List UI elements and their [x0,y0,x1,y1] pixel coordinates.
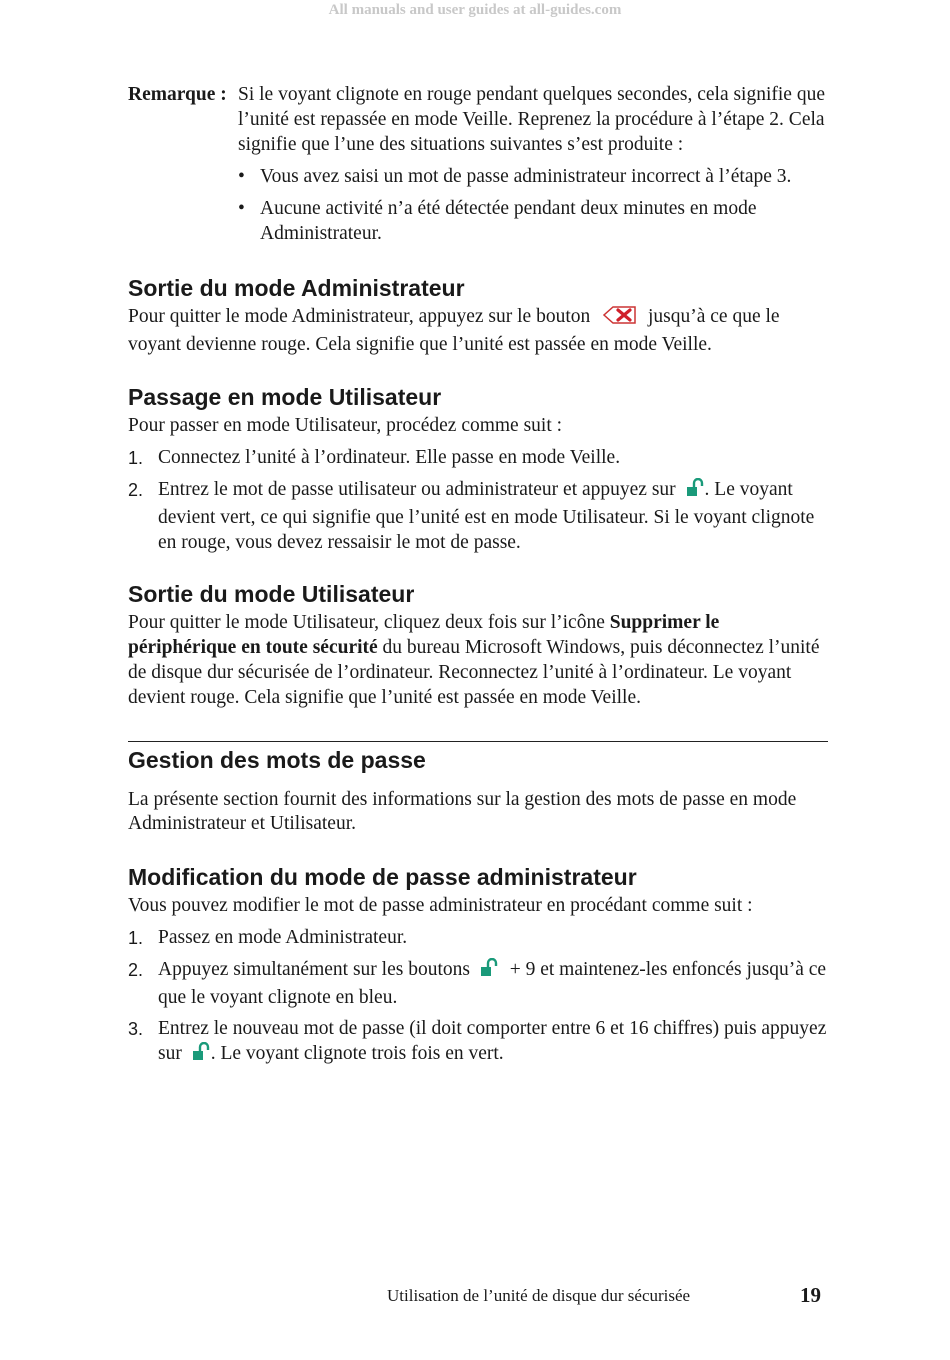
section-intro-change-admin: Vous pouvez modifier le mot de passe administrateur en procédant comme suit : [128,895,753,917]
step-number: 3. [128,1019,144,1040]
section-text-passwords: La présente section fournit des informations sur la gestion des mots de passe en mode Administrateur et Utilisateur. [128,788,797,835]
steps-change-admin [128,926,828,1070]
page-number: 19 [800,1283,821,1307]
cancel-key-icon [603,305,637,333]
section-title-exit-user: Sortie du mode Utilisateur [128,581,415,608]
note-bullets [238,165,828,246]
step-number: 2. [128,479,144,500]
note-label: Remarque : [128,84,227,105]
note-bullet: • Vous avez saisi un mot de passe administrateur incorrect à l’étape 3. [238,165,828,190]
steps-user-mode [128,446,828,555]
section-text-exit-user [128,611,828,710]
text-segment: du bureau Microsoft Windows, puis déconnectez l’unité de disque dur sécurisée de l’ordinateur. Reconnectez l’unité à l’ordinateur. Le voyant devient rouge. Cela signifie que l’unité est passée en mode Veille. [128,637,820,708]
text-segment: Pour quitter le mode Utilisateur, cliquez deux fois sur l’icône [128,612,605,634]
step-text: . Le voyant devient vert, ce qui signifie que l’unité est en mode Utilisateur. Si le voyant clignote en rouge, vous devez ressaisir le mot de passe. [158,478,815,553]
step-text: Entrez le nouveau mot de passe (il doit comporter entre 6 et 16 chiffres) puis appuyez sur [158,1018,827,1065]
step-number: 2. [128,959,144,980]
section-title-change-admin: Modification du mode de passe administrateur [128,864,637,891]
step-text: . Le voyant clignote trois fois en vert. [210,1043,504,1065]
footer-title: Utilisation de l’unité de disque dur sécurisée [387,1286,691,1305]
unlock-key-icon [191,1042,211,1070]
step-text: Appuyez simultanément sur les boutons [158,958,470,980]
step-text: Passez en mode Administrateur. [158,926,408,948]
section-title-passwords: Gestion des mots de passe [128,746,426,773]
step-text: + 9 et maintenez-les enfoncés jusqu’à ce que le voyant clignote en bleu. [158,958,827,1008]
note-body [238,83,828,254]
step-number: 1. [128,927,144,948]
page-content [128,80,828,1070]
note-text: Si le voyant clignote en rouge pendant quelques secondes, cela signifie que l’unité est repassée en mode Veille. Reprenez la procédure à l’étape 2. Cela signifie que l’une des situations suivantes s’est produite : [238,84,825,155]
list-item [128,446,828,471]
text-segment: jusqu’à ce que le voyant devienne rouge. Cela signifie que l’unité est passée en mode Veille. [128,305,780,355]
note-bullet: • Aucune activité n’a été détectée pendant deux minutes en mode Administrateur. [238,197,828,247]
watermark: All manuals and user guides at all-guides.com [328,2,622,18]
step-text: Connectez l’unité à l’ordinateur. Elle passe en mode Veille. [158,447,621,469]
list-item [128,478,828,555]
section-divider [128,741,828,774]
section-title-exit-admin: Sortie du mode Administrateur [128,274,465,301]
list-item [128,1017,828,1070]
text-segment: Pour quitter le mode Administrateur, appuyez sur le bouton [128,305,591,327]
note-block [128,83,828,254]
unlock-key-icon [685,478,705,506]
section-title-user-mode: Passage en mode Utilisateur [128,384,442,411]
section-text-exit-admin [128,305,828,358]
section-intro-user-mode: Pour passer en mode Utilisateur, procédez comme suit : [128,415,563,437]
unlock-key-icon [479,958,499,986]
list-item [128,926,828,951]
text-bold: Supprimer le périphérique en toute sécurité [128,612,720,659]
step-text: Entrez le mot de passe utilisateur ou administrateur et appuyez sur [158,478,676,500]
list-item [128,958,828,1011]
step-number: 1. [128,448,144,469]
